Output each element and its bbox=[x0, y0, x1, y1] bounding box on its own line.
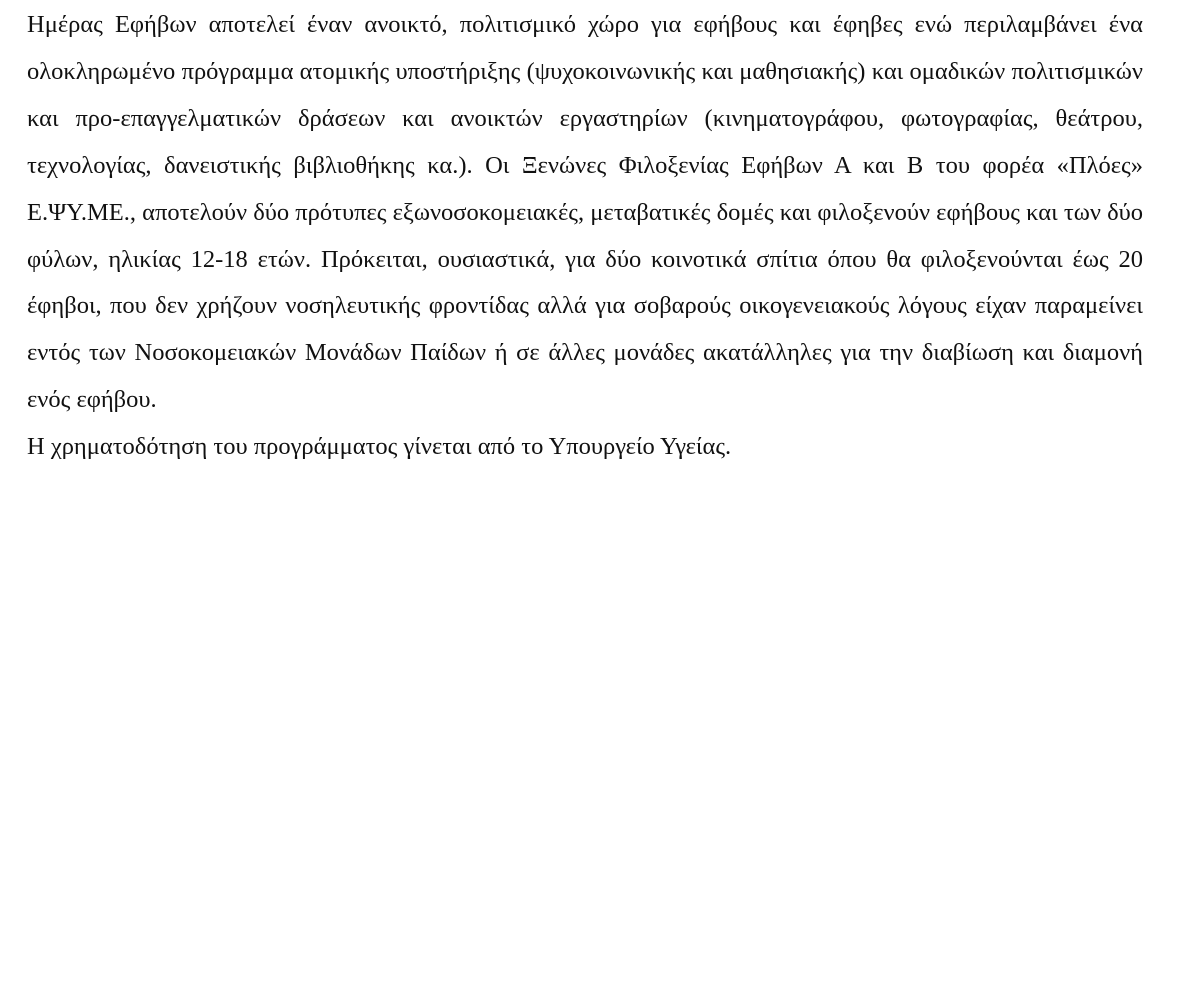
document-page bbox=[27, 0, 1143, 471]
body-paragraph-programs: Ημέρας Εφήβων αποτελεί έναν ανοικτό, πολιτισμικό χώρο για εφήβους και έφηβες ενώ περιλαμβάνει ένα ολοκληρωμένο πρόγραμμα ατομικής υποστήριξης (ψυχοκοινωνικής και μαθησιακής) και ομαδικών πολιτισμικών και προ-επαγγελματικών δράσεων και ανοικτών εργαστηρίων (κινηματογράφου, φωτογραφίας, θεάτρου, τεχνολογίας, δανειστικής βιβλιοθήκης κα.). Οι Ξενώνες Φιλοξενίας Εφήβων Α και Β του φορέα «Πλόες» Ε.ΨΥ.ΜΕ., αποτελούν δύο πρότυπες εξωνοσοκομειακές, μεταβατικές δομές και φιλοξενούν εφήβους και των δύο φύλων, ηλικίας 12-18 ετών. Πρόκειται, ουσιαστικά, για δύο κοινοτικά σπίτια όπου θα φιλοξενούνται έως 20 έφηβοι, που δεν χρήζουν νοσηλευτικής φροντίδας αλλά για σοβαρούς οικογενειακούς λόγους είχαν παραμείνει εντός των Νοσοκομειακών Μονάδων Παίδων ή σε άλλες μονάδες ακατάλληλες για την διαβίωση και διαμονή ενός εφήβου. bbox=[27, 11, 1143, 414]
body-paragraph-funding: Η χρηματοδότηση του προγράμματος γίνεται από το Υπουργείο Υγείας. bbox=[27, 433, 732, 461]
